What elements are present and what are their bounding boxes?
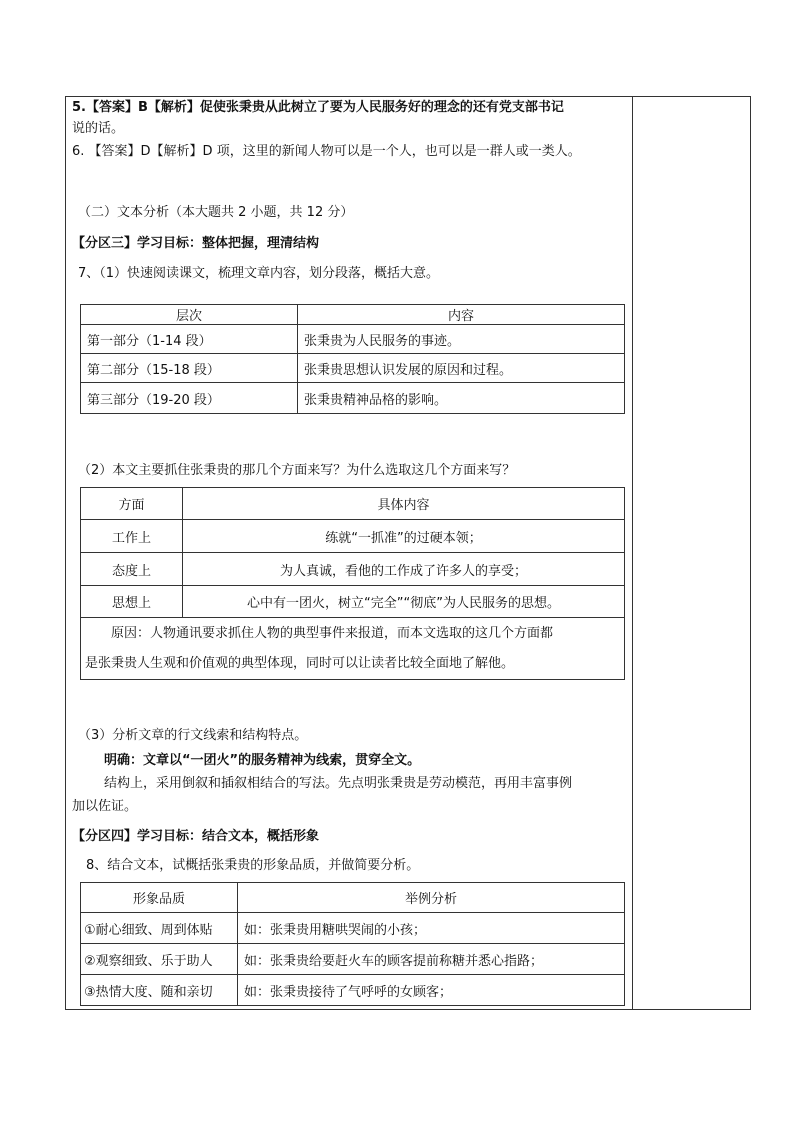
table-cell: 练就“一抓准”的过硬本领；	[183, 520, 625, 553]
table-header: 方面	[81, 488, 183, 520]
section-2-title: （二）文本分析（本大题共 2 小题，共 12 分）	[78, 205, 354, 220]
structure-table	[80, 304, 625, 414]
table-cell: 第三部分（19-20 段）	[81, 383, 298, 414]
table-cell: 为人真诚，看他的工作成了许多人的享受；	[183, 553, 625, 586]
question-8: 8、结合文本，试概括张秉贵的形象品质，并做简要分析。	[86, 858, 420, 873]
table-header: 举例分析	[238, 883, 625, 913]
table-cell: 态度上	[81, 553, 183, 586]
zone-3-title: 【分区三】学习目标：整体把握，理清结构	[72, 236, 320, 251]
table-cell: 张秉贵精神品格的影响。	[298, 383, 625, 414]
table-cell: 如：张秉贵给要赶火车的顾客提前称糖并悉心指路；	[238, 944, 625, 975]
table-cell: 如：张秉贵用糖哄哭闹的小孩；	[238, 913, 625, 944]
table-cell: 第一部分（1-14 段）	[81, 325, 298, 354]
reason-line-1: 原因：人物通讯要求抓住人物的典型事件来报道，而本文选取的这几个方面都	[111, 625, 554, 641]
answer-5-line1: 5.【答案】B【解析】促使张秉贵从此树立了要为人民服务好的理念的还有党支部书记	[72, 100, 564, 115]
reason-line-2: 是张秉贵人生观和价值观的典型体现，同时可以让读者比较全面地了解他。	[85, 655, 515, 671]
table-header: 层次	[81, 305, 298, 325]
table-cell: 思想上	[81, 586, 183, 618]
table-cell: ③热情大度、随和亲切	[81, 975, 238, 1006]
reason-cell	[81, 618, 625, 680]
structure-line-2: 加以佐证。	[72, 799, 138, 814]
structure-line-1: 结构上，采用倒叙和插叙相结合的写法。先点明张秉贵是劳动模范，再用丰富事例	[104, 776, 573, 791]
table-cell: 如：张秉贵接待了气呼呼的女顾客；	[238, 975, 625, 1006]
character-table	[80, 882, 625, 1006]
table-cell: 心中有一团火，树立“完全”“彻底”为人民服务的思想。	[183, 586, 625, 618]
question-7-2: （2）本文主要抓住张秉贵的那几个方面来写？为什么选取这几个方面来写？	[78, 463, 516, 478]
table-cell: ②观察细致、乐于助人	[81, 944, 238, 975]
answer-6: 6. 【答案】D【解析】D 项，这里的新闻人物可以是一个人，也可以是一群人或一类人。	[72, 144, 581, 159]
table-header: 具体内容	[183, 488, 625, 520]
zone-4-title: 【分区四】学习目标：结合文本，概括形象	[72, 829, 320, 844]
table-cell: ①耐心细致、周到体贴	[81, 913, 238, 944]
column-divider	[632, 97, 633, 1009]
answer-5-line2: 说的话。	[72, 121, 125, 136]
table-cell: 张秉贵思想认识发展的原因和过程。	[298, 354, 625, 383]
question-7-1: 7、（1）快速阅读课文，梳理文章内容，划分段落，概括大意。	[78, 266, 440, 281]
table-header: 内容	[298, 305, 625, 325]
table-cell: 工作上	[81, 520, 183, 553]
table-header: 形象品质	[81, 883, 238, 913]
question-7-3: （3）分析文章的行文线索和结构特点。	[78, 728, 308, 743]
table-cell: 张秉贵为人民服务的事迹。	[298, 325, 625, 354]
table-cell: 第二部分（15-18 段）	[81, 354, 298, 383]
aspects-table	[80, 487, 625, 680]
clarify-text: 明确：文章以“一团火”的服务精神为线索，贯穿全文。	[104, 753, 421, 768]
